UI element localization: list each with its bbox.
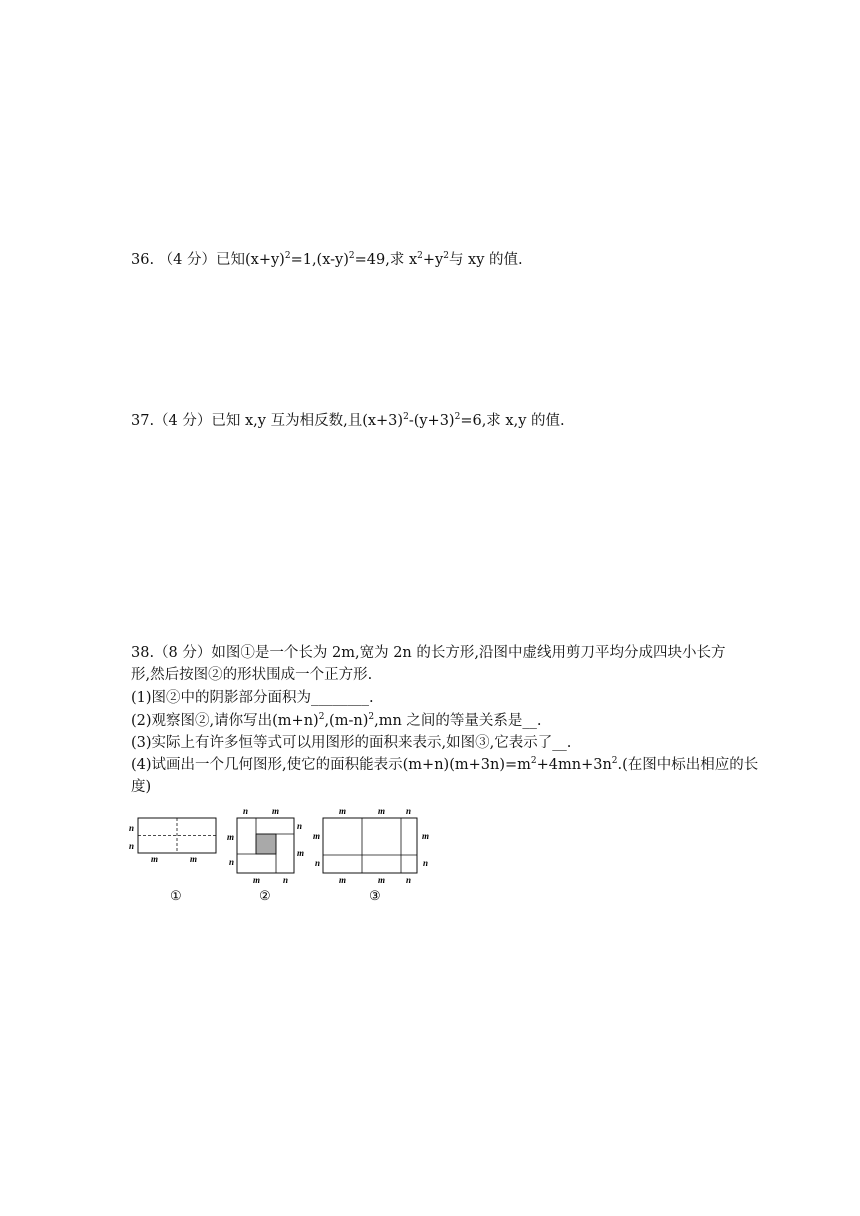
fig2-label-top: n <box>243 806 249 816</box>
fig2-label-right: m <box>297 848 305 858</box>
q38-text: ,(m-n) <box>324 713 369 729</box>
fig2-label-bottom: n <box>283 875 289 885</box>
q36-text: =1,(x-y) <box>290 252 349 268</box>
question-38-part3: (3)实际上有许多恒等式可以用图形的面积来表示,如图③,它表示了__. <box>131 735 572 751</box>
question-38-part2 <box>131 711 542 731</box>
fig3-label-bottom: n <box>406 875 412 885</box>
exponent: 2 <box>403 412 409 422</box>
fig1-caption: ① <box>170 888 182 903</box>
fig2-label-left: n <box>229 857 235 867</box>
fig2-caption: ② <box>259 888 271 903</box>
q38-text: +4mn+3n <box>536 757 612 773</box>
figure-3 <box>313 806 429 903</box>
exponent: 2 <box>454 412 461 422</box>
question-36 <box>131 250 523 270</box>
fig2-label-top: m <box>272 806 280 816</box>
exponent: 2 <box>443 251 449 261</box>
question-38-part4 <box>131 755 758 775</box>
q36-text: 36. （4 分）已知(x+y) <box>131 252 285 268</box>
q36-text: =49,求 x <box>354 252 418 268</box>
figure-1 <box>129 818 216 903</box>
q37-text: 37.（4 分）已知 x,y 互为相反数,且(x+3) <box>131 413 404 429</box>
question-38-line2: 形,然后按图②的形状围成一个正方形. <box>131 667 373 683</box>
fig3-label-right: m <box>422 831 430 841</box>
fig3-label-left: m <box>313 831 321 841</box>
fig3-outer <box>323 818 417 873</box>
fig3-label-top: m <box>378 806 386 816</box>
q38-text: (2)观察图②,请你写出(m+n) <box>131 713 319 729</box>
question-38-line1: 38.（8 分）如图①是一个长为 2m,宽为 2n 的长方形,沿图中虚线用剪刀平均分成四块小长方 <box>131 645 726 661</box>
fig1-label-left: n <box>129 823 135 833</box>
exponent: 2 <box>348 251 355 261</box>
fig3-label-top: m <box>339 806 347 816</box>
q38-text: (4)试画出一个几何图形,使它的面积能表示(m+n)(m+3n)=m <box>131 757 531 773</box>
fig3-label-top: n <box>406 806 412 816</box>
fig2-label-bottom: m <box>253 875 261 885</box>
fig2-label-right: n <box>297 821 303 831</box>
q37-text: =6,求 x,y 的值. <box>460 413 565 429</box>
q38-text: .(在图中标出相应的长 <box>617 757 759 773</box>
fig3-label-bottom: m <box>339 875 347 885</box>
question-38-part1: (1)图②中的阴影部分面积为________. <box>131 690 374 706</box>
q36-text: +y <box>422 252 444 268</box>
fig2-shaded-square <box>256 834 276 854</box>
fig1-label-bottom: m <box>151 854 159 864</box>
fig3-label-left: n <box>315 858 321 868</box>
q36-text: 与 xy 的值. <box>448 252 523 268</box>
exponent: 2 <box>318 712 325 722</box>
exponent: 2 <box>611 756 618 766</box>
question-38-part4-line2: 度) <box>131 779 152 795</box>
fig3-caption: ③ <box>369 888 381 903</box>
q37-text: -(y+3) <box>408 413 455 429</box>
exponent: 2 <box>368 712 375 722</box>
q38-text: ,mn 之间的等量关系是__. <box>374 713 542 729</box>
fig1-label-left: n <box>129 841 135 851</box>
fig2-label-left: m <box>227 832 235 842</box>
figure-2 <box>227 806 304 903</box>
fig3-label-right: n <box>423 858 429 868</box>
exponent: 2 <box>284 251 291 261</box>
fig1-label-bottom: m <box>190 854 198 864</box>
figures <box>120 802 450 907</box>
exponent: 2 <box>530 756 537 766</box>
exponent: 2 <box>417 251 423 261</box>
fig3-label-bottom: m <box>378 875 386 885</box>
question-37 <box>131 411 565 431</box>
